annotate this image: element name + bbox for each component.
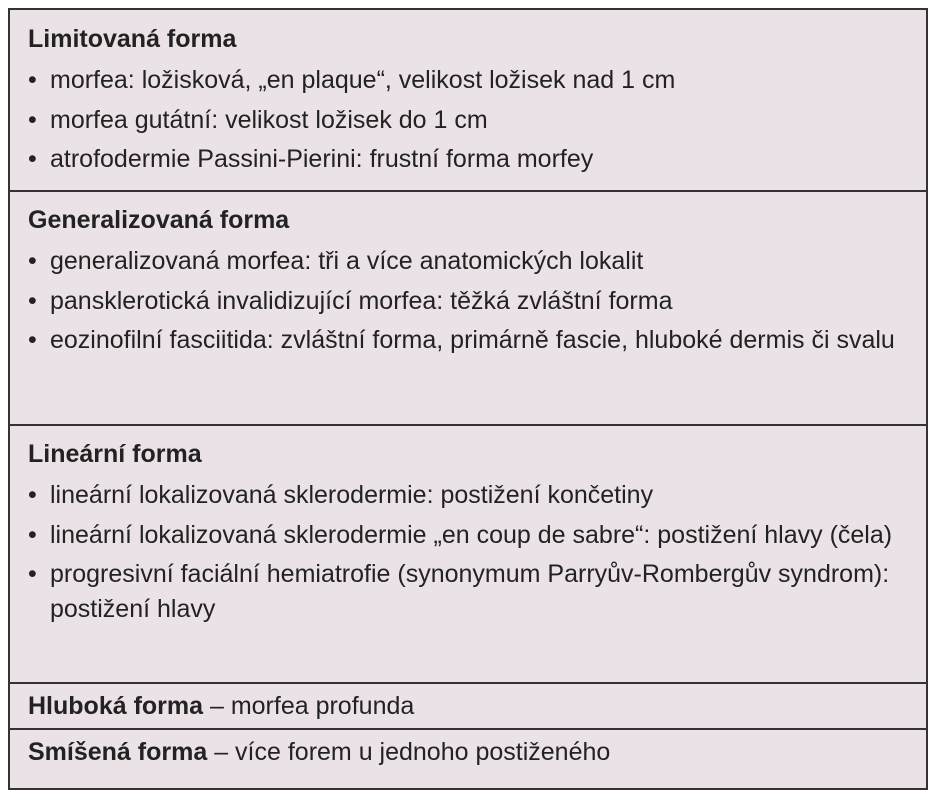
- item-list: [28, 478, 910, 626]
- section-heading: Lineární forma: [28, 440, 202, 468]
- item-text: pansklerotická invalidizující morfea: těžká zvláštní forma: [50, 286, 673, 315]
- section-deep-form: [10, 682, 926, 728]
- mixed-form-description: – více forem u jednoho postiženého: [207, 738, 611, 766]
- bullet-icon: •: [28, 105, 37, 134]
- section-limited-form: [10, 10, 926, 190]
- bullet-icon: •: [28, 286, 37, 315]
- item-text: morfea: ložisková, „en plaque“, velikost ložisek nad 1 cm: [50, 66, 676, 94]
- item-text: lineární lokalizovaná sklerodermie „en coup de sabre“: postižení hlavy (čela): [50, 520, 893, 549]
- list-item: [28, 244, 910, 279]
- deep-form-description: – morfea profunda: [203, 692, 415, 720]
- bullet-icon: •: [28, 481, 37, 509]
- mixed-form-row: [28, 737, 910, 767]
- deep-form-heading: Hluboká forma: [28, 692, 204, 720]
- deep-form-row: [28, 691, 910, 721]
- list-item: [28, 557, 910, 626]
- item-text: eozinofilní fasciitida: zvláštní forma, primárně fascie, hluboké dermis či svalu: [50, 326, 895, 354]
- bullet-icon: •: [28, 520, 37, 549]
- morphea-classification-table: [8, 8, 928, 790]
- bullet-icon: •: [28, 326, 37, 354]
- list-item: [28, 63, 910, 98]
- bullet-icon: •: [28, 247, 37, 275]
- item-text: generalizovaná morfea: tři a více anatomických lokalit: [50, 247, 644, 275]
- list-item: [28, 478, 910, 513]
- item-text: progresivní faciální hemiatrofie (synonymum Parryův-Rombergův syndrom): postižení hlavy: [50, 560, 890, 623]
- section-linear-form: [10, 424, 926, 682]
- item-list: [28, 244, 910, 358]
- section-heading: Generalizovaná forma: [28, 206, 290, 234]
- list-item: [28, 142, 910, 177]
- item-text: atrofodermie Passini-Pierini: frustní forma morfey: [50, 145, 594, 173]
- section-generalized-form: [10, 190, 926, 424]
- item-text: morfea gutátní: velikost ložisek do 1 cm: [50, 105, 488, 134]
- bullet-icon: •: [28, 66, 37, 94]
- list-item: [28, 103, 910, 138]
- bullet-icon: •: [28, 560, 37, 588]
- item-text: lineární lokalizovaná sklerodermie: postižení končetiny: [50, 481, 654, 509]
- list-item: [28, 323, 910, 358]
- list-item: [28, 284, 910, 319]
- section-mixed-form: [10, 728, 926, 788]
- section-heading: Limitovaná forma: [28, 25, 237, 53]
- bullet-icon: •: [28, 145, 37, 173]
- item-list: [28, 63, 910, 177]
- list-item: [28, 518, 910, 553]
- mixed-form-heading: Smíšená forma: [28, 738, 208, 766]
